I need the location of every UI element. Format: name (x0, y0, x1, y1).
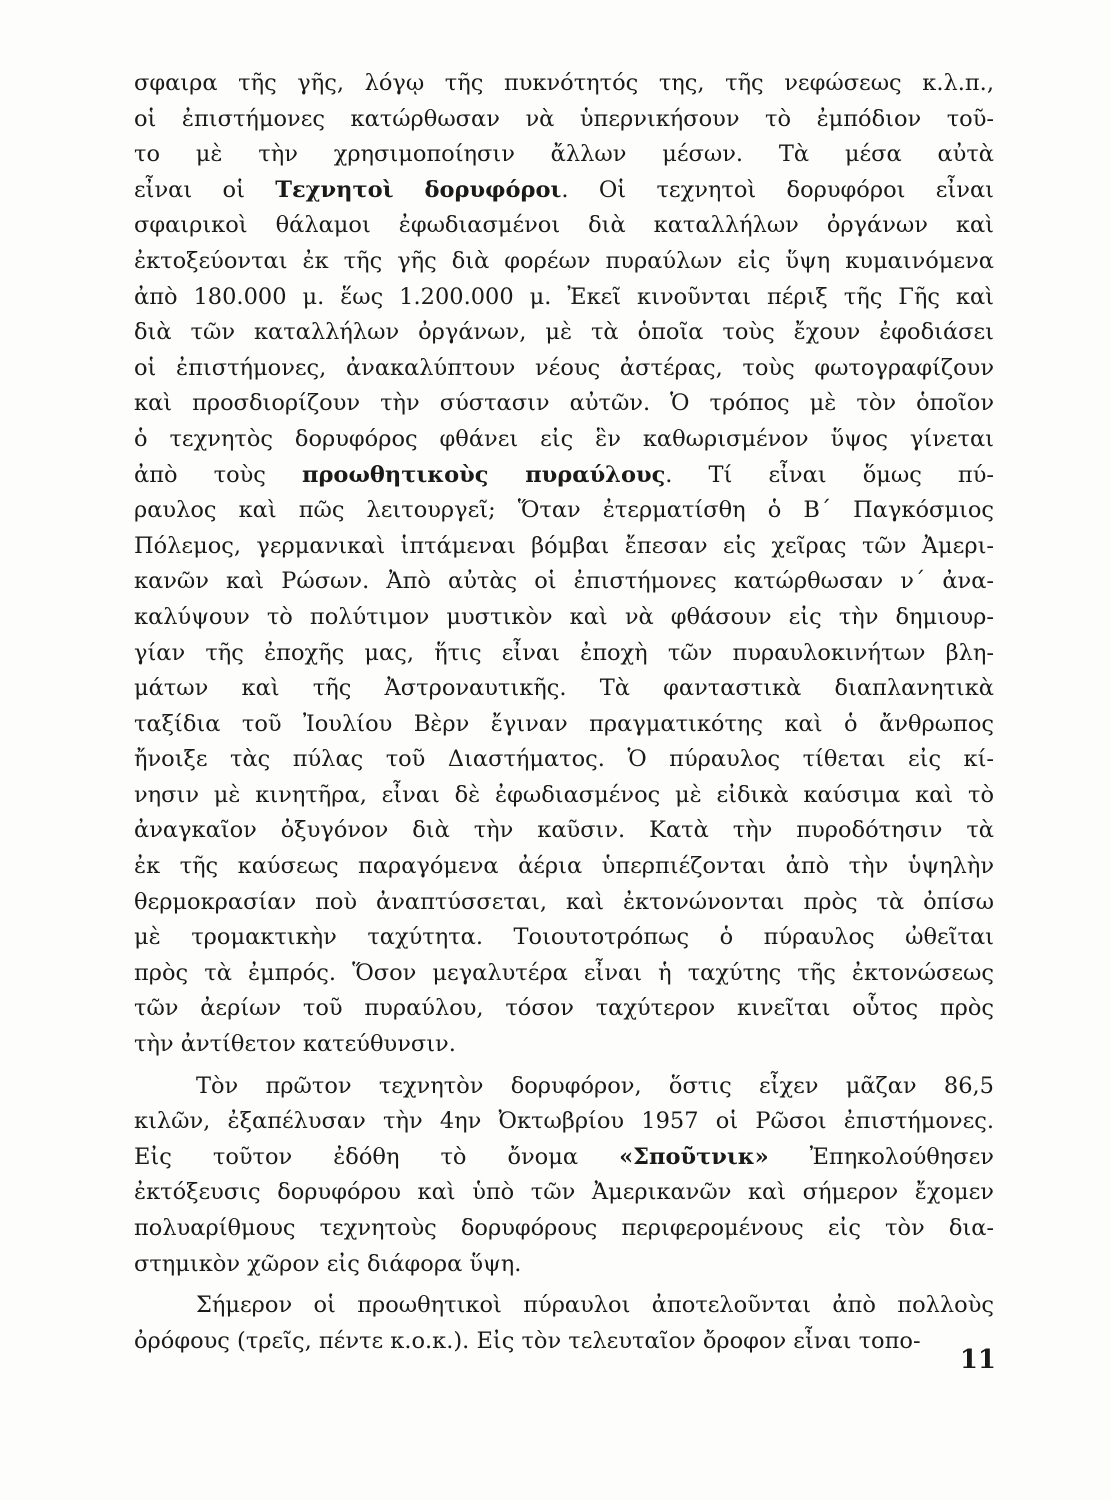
text-segment: στημικὸν χῶρον εἰς διάφορα ὕψη. (134, 1250, 522, 1277)
text-line (134, 1027, 994, 1063)
text-segment: κανῶν καὶ Ρώσων. Ἀπὸ αὐτὰς οἱ ἐπιστήμονες κατώρθωσαν ν΄ ἀνα- (134, 568, 994, 595)
text-segment: ἀναγκαῖον ὀξυγόνον διὰ τὴν καῦσιν. Κατὰ τὴν πυροδότησιν τὰ (134, 817, 994, 844)
text-line (134, 636, 994, 672)
text-segment: πολυαρίθμους τεχνητοὺς δορυφόρους περιφερομένους εἰς τὸν δια- (134, 1215, 994, 1241)
text-segment: οἱ ἐπιστήμονες, ἀνακαλύπτουν νέους ἀστέρας, τοὺς φωτογραφίζουν (134, 354, 994, 381)
text-segment: Πόλεμος, γερμανικαὶ ἱπτάμεναι βόμβαι ἔπεσαν εἰς χεῖρας τῶν Ἀμερι- (134, 532, 994, 559)
text-line (134, 351, 994, 387)
text-line (134, 778, 994, 814)
text-line (134, 991, 994, 1027)
text-segment: διὰ τῶν καταλλήλων ὀργάνων, μὲ τὰ ὁποῖα τοὺς ἔχουν ἐφοδιάσει (134, 319, 994, 346)
text-line (134, 1104, 994, 1140)
page-number: 11 (959, 1345, 996, 1375)
text-line (134, 386, 994, 422)
text-segment: τὴν ἀντίθετον κατεύθυνσιν. (134, 1031, 456, 1058)
text-segment: ταξίδια τοῦ Ἰουλίου Βὲρν ἔγιναν πραγματικότης καὶ ὁ ἄνθρωπος (134, 710, 994, 737)
text-segment: Τὸν πρῶτον τεχνητὸν δορυφόρον, ὅστις εἶχεν μᾶζαν 86,5 (196, 1072, 994, 1099)
text-segment: ἐκ τῆς καύσεως παραγόμενα ἀέρια ὑπερπιέζονται ἀπὸ τὴν ὑψηλὴν (134, 853, 994, 880)
text-line (134, 1211, 994, 1247)
text-line (134, 493, 994, 529)
text-segment: Ἐπηκολούθησεν (768, 1143, 994, 1170)
text-line (134, 1288, 994, 1324)
text-line (134, 742, 994, 778)
text-line (134, 849, 994, 885)
text-segment: ὀρόφους (τρεῖς, πέντε κ.ο.κ.). Εἰς τὸν τελευταῖον ὄροφον εἶναι τοπο- (134, 1327, 921, 1354)
text-segment: σφαιρικοὶ θάλαμοι ἐφωδιασμένοι διὰ καταλλήλων ὀργάνων καὶ (134, 212, 994, 239)
text-segment: σφαιρα τῆς γῆς, λόγῳ τῆς πυκνότητός της, τῆς νεφώσεως κ.λ.π., (134, 70, 994, 96)
text-line (134, 1247, 994, 1283)
text-segment: εἶναι οἱ (134, 176, 276, 203)
text-line (134, 564, 994, 600)
text-segment: Εἰς τοῦτον ἐδόθη τὸ ὄνομα (134, 1143, 620, 1170)
text-line (134, 208, 994, 244)
text-segment: πρὸς τὰ ἐμπρός. Ὅσον μεγαλυτέρα εἶναι ἡ ταχύτης τῆς ἐκτονώσεως (134, 959, 994, 986)
text-line (134, 1324, 994, 1360)
text-segment: ἤνοιξε τὰς πύλας τοῦ Διαστήματος. Ὁ πύραυλος τίθεται εἰς κί- (134, 746, 994, 773)
text-segment: ἐκτόξευσις δορυφόρου καὶ ὑπὸ τῶν Ἀμερικανῶν καὶ σήμερον ἔχομεν (134, 1179, 994, 1206)
text-segment: . Τί εἶναι ὅμως πύ- (665, 461, 994, 488)
text-segment: ἀπὸ 180.000 μ. ἕως 1.200.000 μ. Ἐκεῖ κινοῦνται πέριξ τῆς Γῆς καὶ (134, 283, 994, 310)
text-segment: μάτων καὶ τῆς Ἀστροναυτικῆς. Τὰ φανταστικὰ διαπλανητικὰ (134, 675, 994, 702)
text-segment: θερμοκρασίαν ποὺ ἀναπτύσσεται, καὶ ἐκτονώνονται πρὸς τὰ ὀπίσω (134, 888, 994, 915)
text-line (134, 920, 994, 956)
text-line (134, 66, 994, 102)
text-line (134, 1175, 994, 1211)
text-segment: καλύψουν τὸ πολύτιμον μυστικὸν καὶ νὰ φθάσουν εἰς τὴν δημιουρ- (134, 603, 994, 630)
text-segment: τῶν ἀερίων τοῦ πυραύλου, τόσον ταχύτερον κινεῖται οὗτος πρὸς (134, 995, 994, 1022)
text-line (134, 1140, 994, 1176)
emphasized-term: προωθητικοὺς πυραύλους (302, 461, 666, 488)
text-segment: καὶ προσδιορίζουν τὴν σύστασιν αὐτῶν. Ὁ τρόπος μὲ τὸν ὁποῖον (134, 390, 994, 417)
text-line (134, 315, 994, 351)
text-line (134, 244, 994, 280)
text-line (134, 173, 994, 209)
text-line (134, 422, 994, 458)
text-segment: γίαν τῆς ἐποχῆς μας, ἥτις εἶναι ἐποχὴ τῶν πυραυλοκινήτων βλη- (134, 639, 994, 666)
emphasized-term: «Σποῦτνικ» (619, 1143, 769, 1170)
text-line (134, 458, 994, 494)
text-segment: ἐκτοξεύονται ἐκ τῆς γῆς διὰ φορέων πυραύλων εἰς ὕψη κυμαινόμενα (134, 247, 994, 274)
text-segment: κιλῶν, ἐξαπέλυσαν τὴν 4ην Ὀκτωβρίου 1957 οἱ Ρῶσοι ἐπιστήμονες. (134, 1108, 994, 1135)
text-line (134, 529, 994, 565)
text-segment: οἱ ἐπιστήμονες κατώρθωσαν νὰ ὑπερνικήσουν τὸ ἐμπόδιον τοῦ- (134, 105, 994, 132)
text-line (134, 600, 994, 636)
text-line (134, 102, 994, 138)
text-segment: ἀπὸ τοὺς (134, 461, 302, 488)
text-line (134, 707, 994, 743)
text-segment: ὁ τεχνητὸς δορυφόρος φθάνει εἰς ἓν καθωρισμένον ὕψος γίνεται (134, 425, 994, 452)
text-segment: ραυλος καὶ πῶς λειτουργεῖ; Ὅταν ἐτερματίσθη ὁ Β΄ Παγκόσμιος (134, 497, 994, 524)
text-line (134, 137, 994, 173)
emphasized-term: Τεχνητοὶ δορυφόροι (275, 176, 562, 203)
text-segment: νησιν μὲ κινητῆρα, εἶναι δὲ ἐφωδιασμένος μὲ εἰδικὰ καύσιμα καὶ τὸ (134, 781, 994, 808)
text-line (134, 956, 994, 992)
text-segment: . Οἱ τεχνητοὶ δορυφόροι εἶναι (561, 176, 994, 203)
text-line (134, 280, 994, 316)
body-text (134, 66, 994, 1359)
text-line (134, 1069, 994, 1105)
text-segment: μὲ τρομακτικὴν ταχύτητα. Τοιουτοτρόπως ὁ πύραυλος ὠθεῖται (134, 924, 994, 951)
text-line (134, 885, 994, 921)
text-line (134, 671, 994, 707)
text-segment: Σήμερον οἱ προωθητικοὶ πύραυλοι ἀποτελοῦνται ἀπὸ πολλοὺς (196, 1292, 994, 1319)
text-segment: το μὲ τὴν χρησιμοποίησιν ἄλλων μέσων. Τὰ μέσα αὐτὰ (134, 141, 994, 168)
text-line (134, 813, 994, 849)
